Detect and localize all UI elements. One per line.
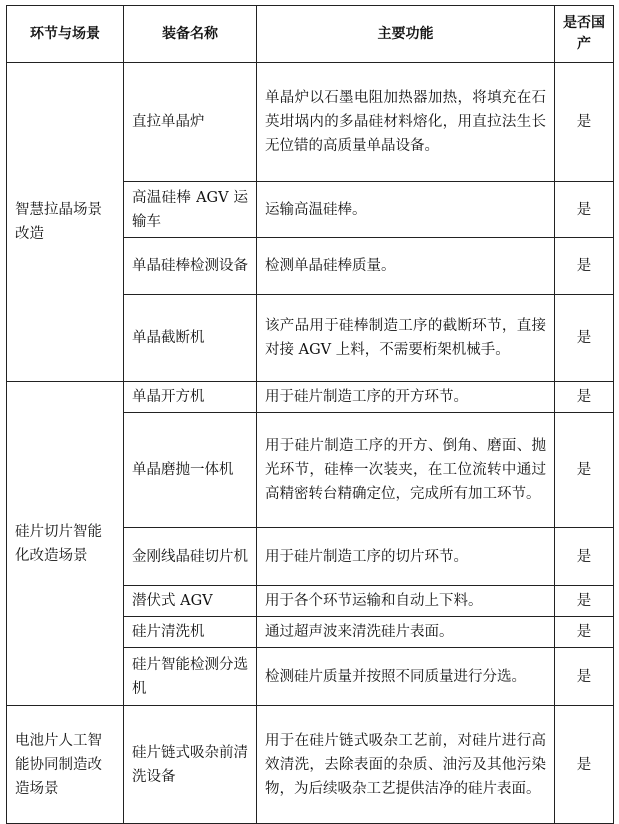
table-row: [7, 706, 614, 824]
equipment-name-cell: 硅片清洗机: [124, 617, 257, 648]
domestic-cell: 是: [555, 63, 614, 182]
scene-cell: 电池片人工智能协同制造改造场景: [7, 706, 124, 824]
domestic-cell: 是: [555, 238, 614, 295]
domestic-cell: 是: [555, 706, 614, 824]
scene-cell: 智慧拉晶场景改造: [7, 63, 124, 382]
table-header-row: [7, 6, 614, 63]
function-cell: 用于硅片制造工序的开方环节。: [257, 382, 555, 413]
equipment-name-cell: 直拉单晶炉: [124, 63, 257, 182]
scene-cell: 硅片切片智能化改造场景: [7, 382, 124, 706]
equipment-name-cell: 高温硅棒 AGV 运输车: [124, 182, 257, 238]
function-cell: 用于在硅片链式吸杂工艺前，对硅片进行高效清洗，去除表面的杂质、油污及其他污染物，为后续吸杂工艺提供洁净的硅片表面。: [257, 706, 555, 824]
domestic-cell: 是: [555, 182, 614, 238]
header-main-function: 主要功能: [257, 6, 555, 63]
equipment-name-cell: 潜伏式 AGV: [124, 586, 257, 617]
function-cell: 检测硅片质量并按照不同质量进行分选。: [257, 648, 555, 706]
table-row: [7, 63, 614, 182]
function-cell: 单晶炉以石墨电阻加热器加热，将填充在石英坩埚内的多晶硅材料熔化，用直拉法生长无位错的高质量单晶设备。: [257, 63, 555, 182]
header-equipment-name: 装备名称: [124, 6, 257, 63]
table-row: [7, 382, 614, 413]
function-cell: 用于各个环节运输和自动上下料。: [257, 586, 555, 617]
domestic-cell: 是: [555, 648, 614, 706]
domestic-cell: 是: [555, 295, 614, 382]
function-cell: 运输高温硅棒。: [257, 182, 555, 238]
equipment-name-cell: 单晶截断机: [124, 295, 257, 382]
equipment-name-cell: 单晶硅棒检测设备: [124, 238, 257, 295]
function-cell: 用于硅片制造工序的开方、倒角、磨面、抛光环节，硅棒一次装夹，在工位流转中通过高精密转台精确定位，完成所有加工环节。: [257, 413, 555, 528]
domestic-cell: 是: [555, 382, 614, 413]
equipment-name-cell: 单晶开方机: [124, 382, 257, 413]
function-cell: 通过超声波来清洗硅片表面。: [257, 617, 555, 648]
function-cell: 该产品用于硅棒制造工序的截断环节，直接对接 AGV 上料，不需要桁架机械手。: [257, 295, 555, 382]
function-cell: 检测单晶硅棒质量。: [257, 238, 555, 295]
equipment-name-cell: 硅片链式吸杂前清洗设备: [124, 706, 257, 824]
header-scene: 环节与场景: [7, 6, 124, 63]
domestic-cell: 是: [555, 617, 614, 648]
equipment-name-cell: 硅片智能检测分选机: [124, 648, 257, 706]
header-domestic: 是否国产: [555, 6, 614, 63]
domestic-cell: 是: [555, 413, 614, 528]
equipment-table: [6, 5, 614, 824]
equipment-name-cell: 单晶磨抛一体机: [124, 413, 257, 528]
domestic-cell: 是: [555, 586, 614, 617]
domestic-cell: 是: [555, 528, 614, 586]
function-cell: 用于硅片制造工序的切片环节。: [257, 528, 555, 586]
equipment-name-cell: 金刚线晶硅切片机: [124, 528, 257, 586]
